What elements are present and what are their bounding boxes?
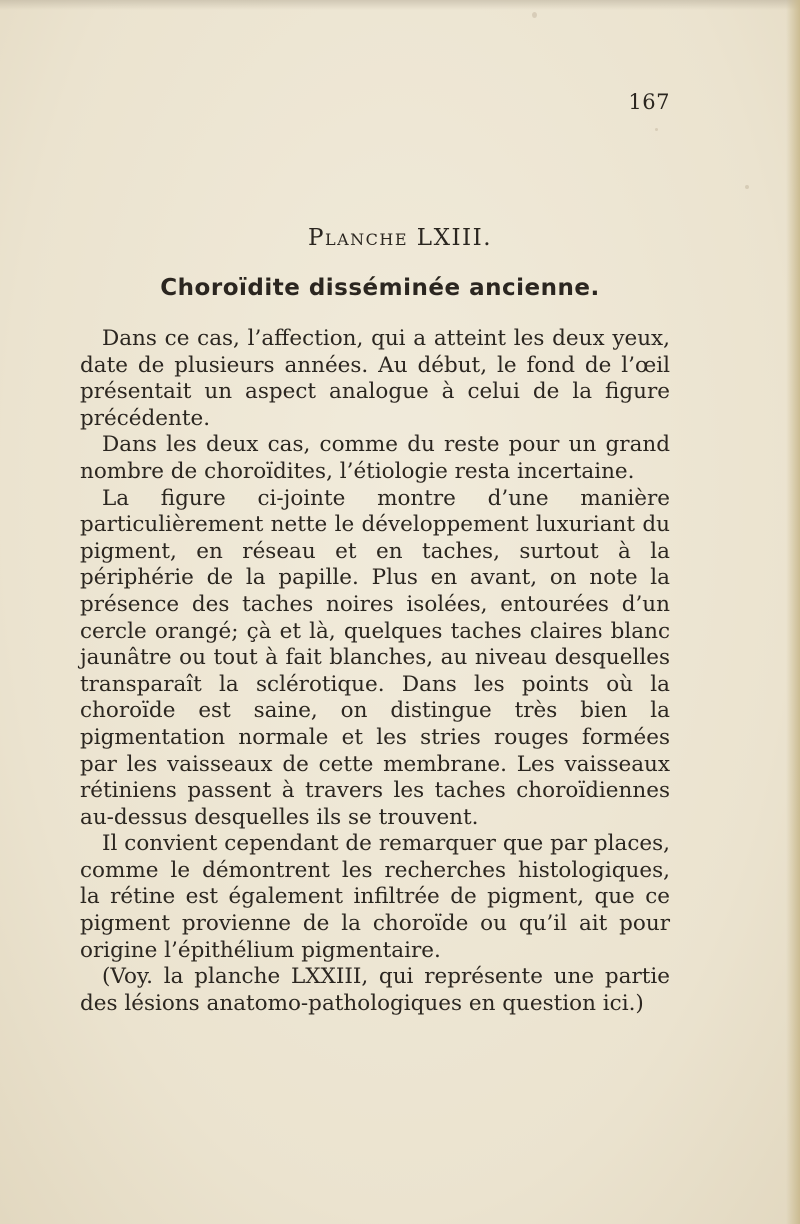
page-top-shadow (0, 0, 800, 10)
paragraph: Il convient cependant de remarquer que par places, comme le démontrent les recherches histologiques, la rétine est également infiltrée de pigment, que ce pigment provienne de la choroïde ou qu’il ait pour origine l’épithélium pigmentaire. (80, 831, 670, 963)
page-number: 167 (628, 90, 670, 114)
main-title: Choroïdite disséminée ancienne. (160, 275, 600, 301)
paper-spot (745, 185, 749, 189)
body-text (80, 326, 670, 1017)
paragraph: Dans les deux cas, comme du reste pour un grand nombre de choroïdites, l’étiologie resta incertaine. (80, 432, 670, 484)
paper-spot (655, 128, 658, 131)
paper-spot (532, 12, 537, 18)
plate-title: Planche LXIII. (307, 225, 493, 251)
paragraph: Dans ce cas, l’affection, qui a atteint les deux yeux, date de plusieurs années. Au début, le fond de l’œil présentait un aspect analogue à celui de la figure précédente. (80, 326, 670, 431)
paragraph: La figure ci-jointe montre d’une manière particulièrement nette le développement luxuriant du pigment, en réseau et en taches, surtout à la périphérie de la papille. Plus en avant, on note la présence des taches noires isolées, entourées d’un cercle orangé; çà et là, quelques taches claires blanc jaunâtre ou tout à fait blanches, au niveau desquelles transparaît la sclérotique. Dans les points où la choroïde est saine, on distingue très bien la pigmentation normale et les stries rouges formées par les vaisseaux de cette membrane. Les vaisseaux rétiniens passent à travers les taches choroïdiennes au-dessus desquelles ils se trouvent. (80, 485, 670, 830)
paragraph: (Voy. la planche LXXIII, qui représente une partie des lésions anatomo-pathologiques en question ici.) (80, 964, 670, 1016)
page-right-edge (786, 0, 800, 1224)
